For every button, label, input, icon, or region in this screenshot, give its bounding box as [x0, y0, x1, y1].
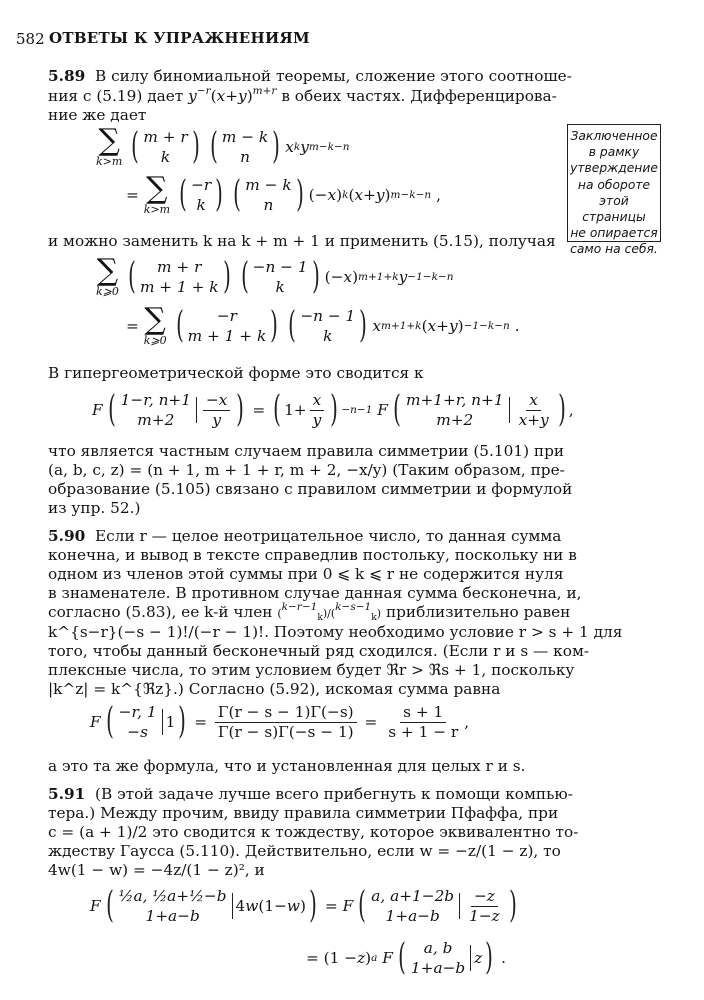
answer-590-line: того, чтобы данный бесконечный ряд сходился. (Если r и s — ком- [48, 642, 590, 660]
running-title: ОТВЕТЫ К УПРАЖНЕНИЯМ [49, 29, 310, 47]
answer-590-line: конечна, и вывод в тексте справедлив постольку, поскольку ни в [48, 546, 577, 564]
equation: F ( ½a, ½a+½−b 1+a−b 4 w (1− w ) ) = F ( a, a+1−2b 1+a−b $\frac{-z}{1-z}$ ) [90, 885, 517, 926]
answer-number: 5.89 [48, 67, 86, 85]
answer-number: 5.91 [48, 785, 86, 803]
margin-note-line: само на себя. [570, 242, 658, 257]
equation: ∑ k⩾0 ( m + r m + 1 + k ) ( −n − 1 k ) (− x ) m+1+k y −1−k−n [96, 253, 454, 298]
answer-590-line: k^{s−r}(−s − 1)!/(−r − 1)!. Поэтому необходимо условие r > s + 1 для [48, 623, 623, 641]
answer-589-line: (a, b, c, z) = (n + 1, m + 1 + r, m + 2, −x/y) (Таким образом, пре- [48, 461, 565, 479]
equation: = (1 − z ) a F ( a, b 1+a−b z ) . [306, 937, 507, 978]
answer-589-line: ние же дает [48, 106, 147, 124]
equation: F ( −r, 1 −s 1 ) = $\frac{\Gamma(r - s - 1)\Gamma(-s)}{\Gamma(r - s)\Gamma(-s - 1)}$ = $\frac{s + 1}{s + 1 - r}$ , [90, 701, 470, 742]
answer-590-line: а это та же формула, что и установленная для целых r и s. [48, 757, 526, 775]
equation: F ( 1−r, n+1 m+2 $\frac{-x}{y}$ ) = ( 1+ $\frac{x}{y}$ ) −n−1 F ( m+1+r, n+1 m+2 $\frac{x}{x+y}$ ) , [92, 389, 574, 430]
answer-591-line: 4w(1 − w) = −4z/(1 − z)², и [48, 861, 265, 879]
answer-590-line: плексные числа, то этим условием будет ℜr > ℜs + 1, поскольку [48, 661, 575, 679]
answer-590-line: согласно (5.83), ее k-й член ($^{k-r-1}_k$)/($^{k-s-1}_k$) приблизительно равен [48, 601, 571, 624]
equation: = ∑ k⩾0 ( −r m + 1 + k ) ( −n − 1 k ) x m+1+k ( x + y ) −1−k−n . [126, 302, 520, 347]
answer-591-line: c = (a + 1)/2 это сводится к тождеству, которое эквивалентно то- [48, 823, 579, 841]
answer-589-line: ния с (5.19) дает $y^{-r}(x+y)^{m+r}$ в обеих частях. Дифференцирова- [48, 85, 557, 105]
answer-589-line: В гипергеометрической форме это сводится к [48, 364, 424, 382]
answer-590-line: одном из членов этой суммы при 0 ⩽ k ⩽ r не содержится нуля [48, 565, 564, 583]
answer-590-line: 5.90 Если r — целое неотрицательное число, то данная сумма [48, 527, 562, 545]
margin-note-line: на обороте [577, 177, 651, 192]
margin-note [567, 124, 661, 257]
answer-589-line: 5.89 В силу биномиальной теоремы, сложение этого соотноше- [48, 67, 572, 85]
answer-591-line: тера.) Между прочим, ввиду правила симметрии Пфаффа, при [48, 804, 559, 822]
margin-note-line: Заключенное [570, 129, 658, 143]
equation: ∑ k>m ( m + r k ) ( m − k n ) x k y m−k−n [96, 123, 350, 168]
margin-note-line: в рамку [588, 145, 640, 160]
answer-589-line: что является частным случаем правила симметрии (5.101) при [48, 442, 565, 460]
answer-591-line: ждеству Гаусса (5.110). Действительно, если w = −z/(1 − z), то [48, 842, 561, 860]
margin-note-line: не опирается [570, 226, 658, 241]
page-number: 582 [16, 30, 45, 48]
answer-589-line: из упр. 52.) [48, 499, 141, 517]
answer-590-line: |k^z| = k^{ℜz}.) Согласно (5.92), искомая сумма равна [48, 680, 501, 698]
answer-590-line: в знаменателе. В противном случае данная сумма бесконечна, и, [48, 584, 582, 602]
margin-note-line: утверждение [570, 161, 658, 176]
answer-591-line: 5.91 (В этой задаче лучше всего прибегнуть к помощи компью- [48, 785, 573, 803]
answer-589-line: и можно заменить k на k + m + 1 и применить (5.15), получая [48, 232, 556, 250]
answer-number: 5.90 [48, 527, 86, 545]
margin-note-line: этой страницы [582, 193, 646, 225]
answer-589-line: образование (5.105) связано с правилом симметрии и формулой [48, 480, 573, 498]
equation: = ∑ k>m ( −r k ) ( m − k n ) (− x ) k ( x + y ) m−k−n , [126, 171, 441, 216]
